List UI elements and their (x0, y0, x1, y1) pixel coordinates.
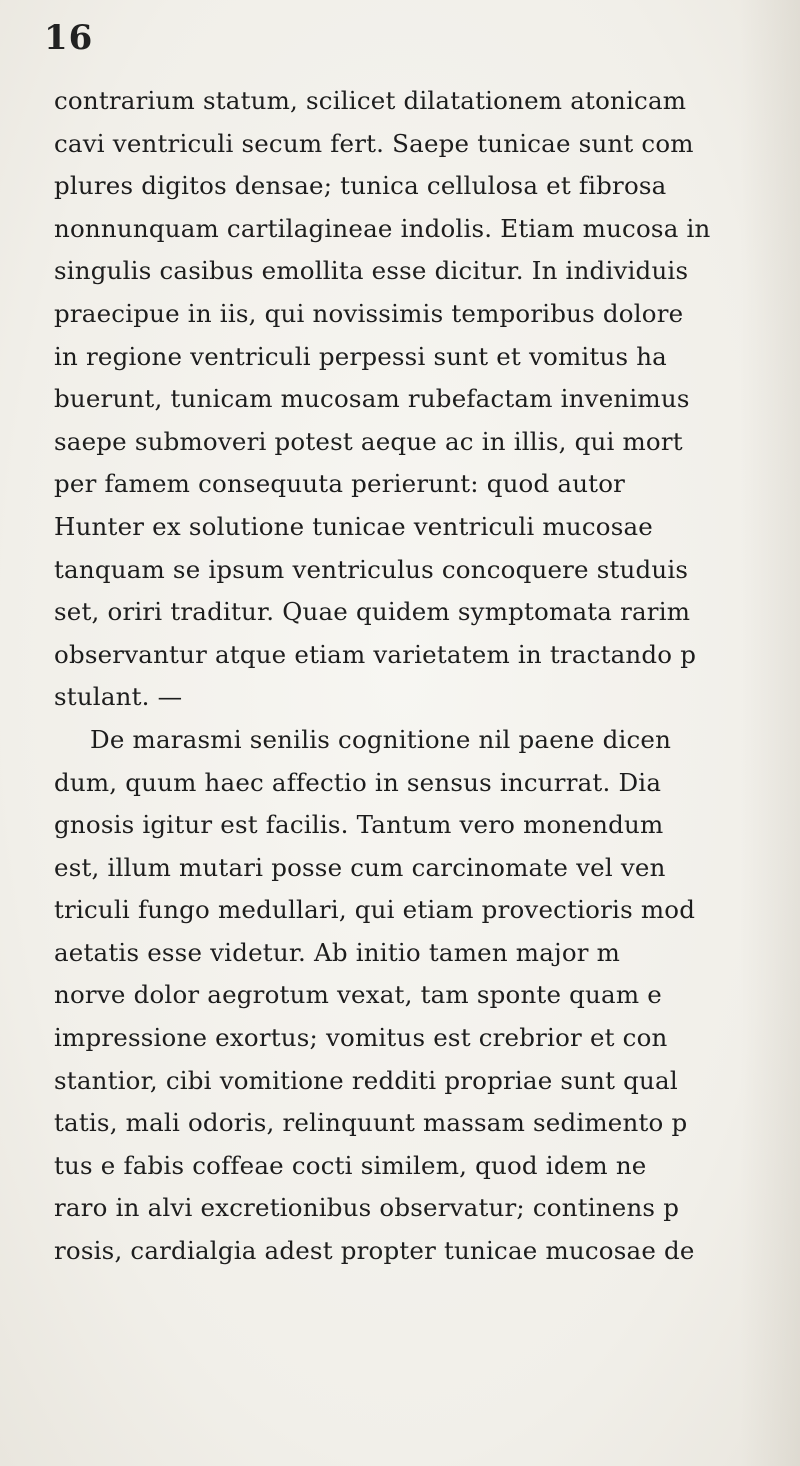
text-line: stulant. — (54, 682, 183, 712)
text-line: Hunter ex solutione tunicae ventriculi mucosae (54, 511, 653, 541)
text-line: aetatis esse videtur. Ab initio tamen major m (54, 937, 621, 967)
text-line: gnosis igitur est facilis. Tantum vero monendum (54, 810, 664, 840)
text-line: stantior, cibi vomitione redditi propriae sunt qual (54, 1065, 678, 1095)
text-line: buerunt, tunicam mucosam rubefactam invenimus (54, 384, 690, 414)
text-line: tus e fabis coffeae cocti similem, quod idem ne (54, 1150, 647, 1180)
text-line: tatis, mali odoris, relinquunt massam sedimento p (54, 1108, 688, 1138)
text-line: per famem consequuta perierunt: quod autor (54, 469, 626, 499)
text-line: nonnunquam cartilagineae indolis. Etiam mucosa in (54, 213, 711, 243)
text-line: cavi ventriculi secum fert. Saepe tunicae sunt com (54, 128, 694, 158)
body-text (54, 80, 800, 1273)
text-line: est, illum mutari posse cum carcinomate vel ven (54, 852, 666, 882)
text-line: singulis casibus emollita esse dicitur. In individuis (54, 256, 689, 286)
text-line: observantur atque etiam varietatem in tractando p (54, 639, 697, 669)
text-line: raro in alvi excretionibus observatur; continens p (54, 1193, 680, 1223)
page-number: 16 (44, 18, 94, 58)
paragraph-start-line: De marasmi senilis cognitione nil paene dicen (90, 724, 672, 754)
text-line: in regione ventriculi perpessi sunt et vomitus ha (54, 341, 667, 371)
text-line: plures digitos densae; tunica cellulosa et fibrosa (54, 171, 667, 201)
text-line: saepe submoveri potest aeque ac in illis, qui mort (54, 426, 683, 456)
text-line: set, oriri traditur. Quae quidem symptomata rarim (54, 597, 691, 627)
text-line: norve dolor aegrotum vexat, tam sponte quam e (54, 980, 662, 1010)
text-line: rosis, cardialgia adest propter tunicae mucosae de (54, 1236, 695, 1266)
text-line: contrarium statum, scilicet dilatationem atonicam (54, 86, 687, 115)
text-line: dum, quum haec affectio in sensus incurrat. Dia (54, 767, 662, 797)
text-line: impressione exortus; vomitus est crebrior et con (54, 1023, 668, 1053)
text-line: tanquam se ipsum ventriculus concoquere studuis (54, 554, 689, 584)
page-edge-shadow (740, 0, 800, 1466)
text-line: praecipue in iis, qui novissimis temporibus dolore (54, 298, 684, 328)
text-line: triculi fungo medullari, qui etiam provectioris mod (54, 895, 696, 925)
